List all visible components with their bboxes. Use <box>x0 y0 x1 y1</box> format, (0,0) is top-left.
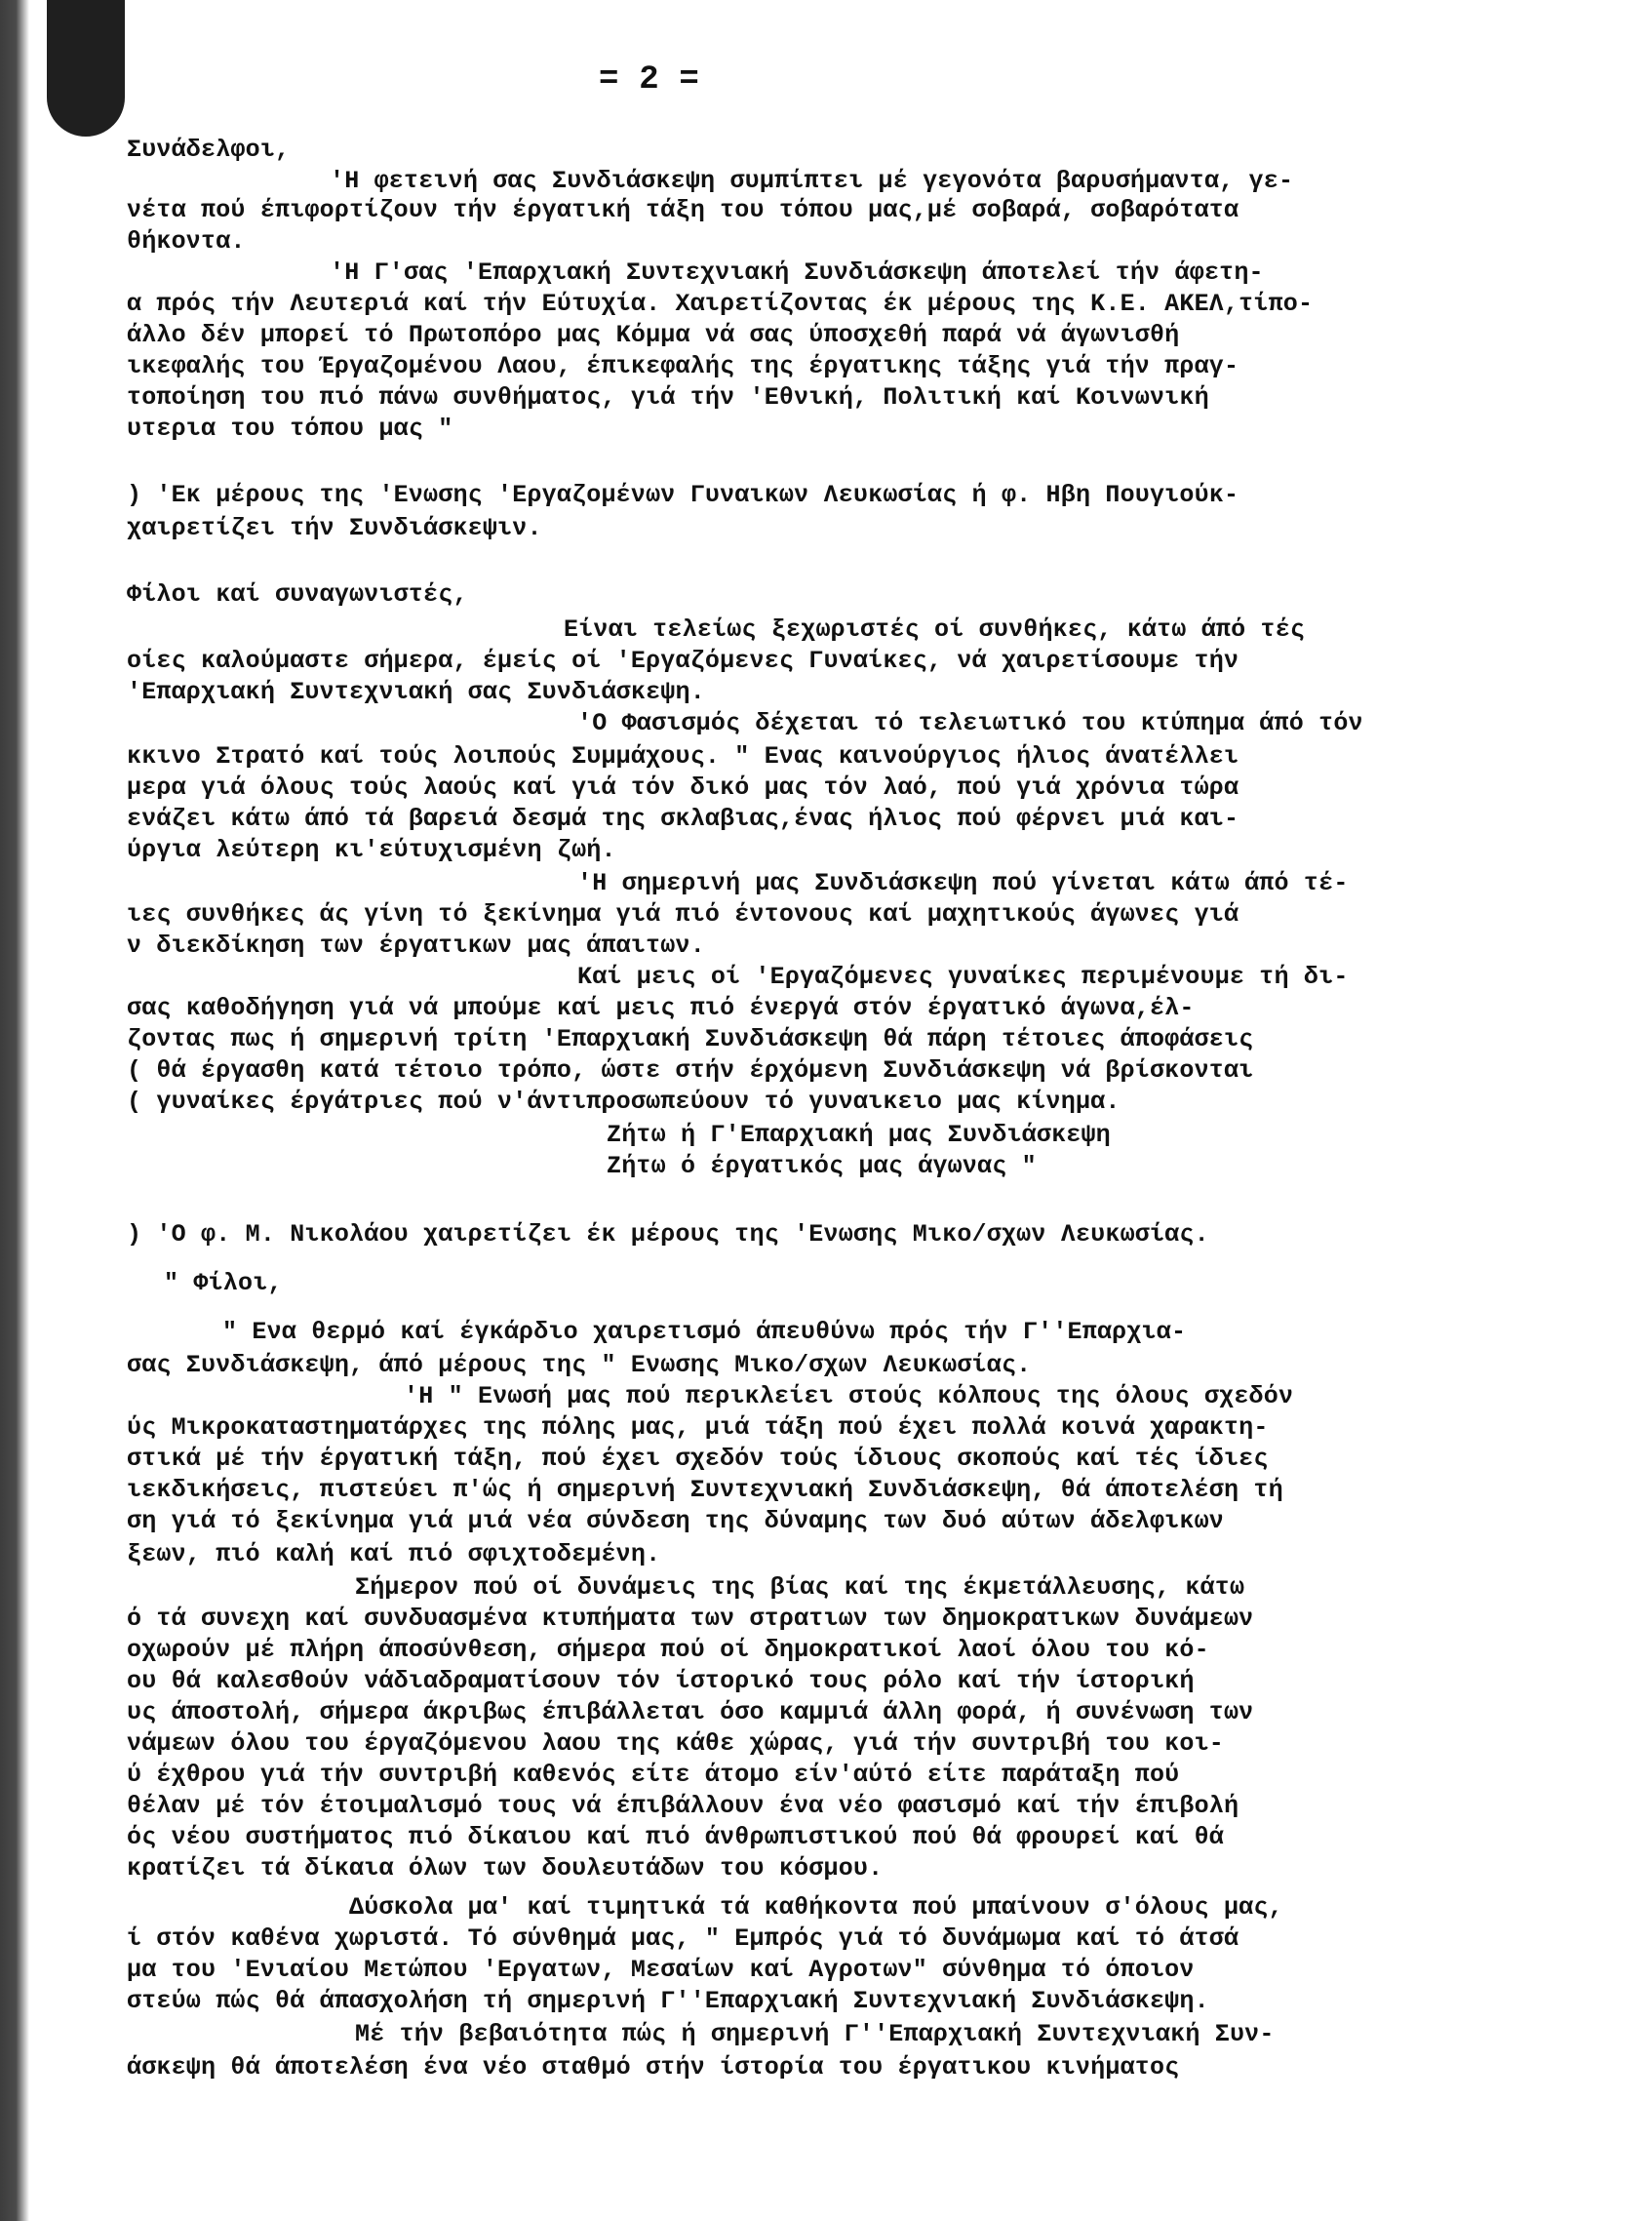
text-line: ιες συνθήκες άς γίνη τό ξεκίνημα γιά πιό έντονους καί μαχητικούς άγωνες γιά <box>127 900 1239 929</box>
text-line: α πρός τήν Λευτεριά καί τήν Εύτυχία. Χαιρετίζοντας έκ μέρους της Κ.Ε. ΑΚΕΛ,τίπο- <box>127 290 1314 318</box>
text-line: ύργια λεύτερη κι'εύτυχισμένη ζωή. <box>127 836 616 864</box>
text-line: 'Η " Ενωσή μας πού περικλείει στούς κόλπους της όλους σχεδόν <box>404 1382 1294 1410</box>
text-line: Συνάδελφοι, <box>127 136 291 164</box>
text-line: στικά μέ τήν έργατική τάξη, πού έχει σχεδόν τούς ίδιους σκοπούς καί τές ίδιες <box>127 1445 1269 1473</box>
text-line: ενάζει κάτω άπό τά βαρειά δεσμά της σκλαβιας,ένας ήλιος πού φέρνει μιά και- <box>127 805 1239 833</box>
text-line: ( θά έργασθη κατά τέτοιο τρόπο, ώστε στήν έρχόμενη Συνδιάσκεψη νά βρίσκονται <box>127 1056 1254 1085</box>
text-line: " Φίλοι, <box>164 1269 283 1297</box>
text-line: ί στόν καθένα χωριστά. Τό σύνθημά μας, " Εμπρός γιά τό δυνάμωμα καί τό άτσά <box>127 1924 1239 1953</box>
text-line: χαιρετίζει τήν Συνδιάσκεψιν. <box>127 514 542 542</box>
text-line: ός νέου συστήματος πιό δίκαιου καί πιό άνθρωπιστικού πού θά φρουρεί καί θά <box>127 1823 1224 1851</box>
text-line: ό τά συνεχη καί συνδυασμένα κτυπήματα των στρατιων των δημοκρατικων δυνάμεων <box>127 1605 1254 1633</box>
text-line: Ζήτω ό έργατικός μας άγωνας " <box>607 1152 1037 1180</box>
text-line: Φίλοι καί συναγωνιστές, <box>127 580 468 609</box>
binding-hole-blot <box>47 0 125 137</box>
text-line: υτερια του τόπου μας " <box>127 415 453 443</box>
text-line: ιεκδικήσεις, πιστεύει π'ώς ή σημερινή Συντεχνιακή Συνδιάσκεψη, θά άποτελέση τή <box>127 1476 1283 1504</box>
text-line: θέλαν μέ τόν έτοιμαλισμό τους νά έπιβάλλουν ένα νέο φασισμό καί τήν έπιβολή <box>127 1792 1239 1820</box>
text-line: " Ενα θερμό καί έγκάρδιο χαιρετισμό άπευθύνω πρός τήν Γ''Επαρχια- <box>222 1318 1187 1346</box>
left-margin-stain <box>0 0 29 2221</box>
text-line: ) 'Ο φ. Μ. Νικολάου χαιρετίζει έκ μέρους της 'Ενωσης Μικο/σχων Λευκωσίας. <box>127 1220 1209 1249</box>
text-line: Δύσκολα μα' καί τιμητικά τά καθήκοντα πού μπαίνουν σ'όλους μας, <box>349 1893 1283 1922</box>
text-line: οχωρούν μέ πλήρη άποσύνθεση, σήμερα πού οί δημοκρατικοί λαοί όλου του κό- <box>127 1636 1209 1664</box>
text-line: ύς Μικροκαταστηματάρχες της πόλης μας, μιά τάξη πού έχει πολλά κοινά χαρακτη- <box>127 1413 1269 1442</box>
text-line: σας Συνδιάσκεψη, άπό μέρους της " Ενωσης Μικο/σχων Λευκωσίας. <box>127 1351 1032 1379</box>
text-line: μα του 'Ενιαίου Μετώπου 'Εργατων, Μεσαίων καί Αγροτων" σύνθημα τό όποιον <box>127 1956 1195 1984</box>
text-line: νάμεων όλου του έργαζόμενου λαου της κάθε χώρας, γιά τήν συντριβή του κοι- <box>127 1729 1224 1758</box>
text-line: άλλο δέν μπορεί τό Πρωτοπόρο μας Κόμμα νά σας ύποσχεθή παρά νά άγωνισθή <box>127 321 1180 349</box>
text-line: τοποίηση του πιό πάνω συνθήματος, γιά τήν 'Εθνική, Πολιτική καί Κοινωνική <box>127 383 1209 412</box>
text-line: ξεων, πιό καλή καί πιό σφιχτοδεμένη. <box>127 1540 661 1568</box>
text-line: σας καθοδήγηση γιά νά μπούμε καί μεις πιό ένεργά στόν έργατικό άγωνα,έλ- <box>127 994 1195 1022</box>
text-line: ου θά καλεσθούν νάδιαδραματίσουν τόν ίστορικό τους ρόλο καί τήν ίστορική <box>127 1667 1195 1695</box>
text-line: ζοντας πως ή σημερινή τρίτη 'Επαρχιακή Συνδιάσκεψη θά πάρη τέτοιες άποφάσεις <box>127 1025 1254 1053</box>
text-line: Είναι τελείως ξεχωριστές οί συνθήκες, κάτω άπό τές <box>564 615 1306 644</box>
text-line: Μέ τήν βεβαιότητα πώς ή σημερινή Γ''Επαρχιακή Συντεχνιακή Συν- <box>355 2020 1275 2048</box>
text-line: 'Η σημερινή μας Συνδιάσκεψη πού γίνεται κάτω άπό τέ- <box>577 869 1349 897</box>
page-number: = 2 = <box>599 61 700 99</box>
text-line: στεύω πώς θά άπασχολήση τή σημερινή Γ''Επαρχιακή Συντεχνιακή Συνδιάσκεψη. <box>127 1987 1209 2015</box>
text-line: 'Η Γ'σας 'Επαρχιακή Συντεχνιακή Συνδιάσκεψη άποτελεί τήν άφετη- <box>330 258 1264 287</box>
text-line: μερα γιά όλους τούς λαούς καί γιά τόν δικό μας τόν λαό, πού γιά χρόνια τώρα <box>127 773 1239 802</box>
text-line: κκινο Στρατό καί τούς λοιπούς Συμμάχους. " Ενας καινούργιος ήλιος άνατέλλει <box>127 742 1239 771</box>
text-line: ( γυναίκες έργάτριες πού ν'άντιπροσωπεύουν τό γυναικειο μας κίνημα. <box>127 1088 1121 1116</box>
text-line: υς άποστολή, σήμερα άκριβως έπιβάλλεται όσο καμμιά άλλη φορά, ή συνένωση των <box>127 1698 1254 1726</box>
text-line: ύ έχθρου γιά τήν συντριβή καθενός είτε άτομο είν'αύτό είτε παράταξη πού <box>127 1761 1180 1789</box>
text-line: 'Ο Φασισμός δέχεται τό τελειωτικό του κτύπημα άπό τόν <box>577 709 1363 737</box>
text-line: Ζήτω ή Γ'Επαρχιακή μας Συνδιάσκεψη <box>607 1121 1111 1149</box>
text-line: ση γιά τό ξεκίνημα γιά μιά νέα σύνδεση της δύναμης των δυό αύτων άδελφικων <box>127 1507 1224 1535</box>
text-line: ν διεκδίκηση των έργατικων μας άπαιτων. <box>127 932 705 960</box>
text-line: θήκοντα. <box>127 227 246 256</box>
text-line: άσκεψη θά άποτελέση ένα νέο σταθμό στήν ίστορία του έργατικου κινήματος <box>127 2053 1180 2082</box>
text-line: ικεφαλής του Έργαζομένου Λαου, έπικεφαλής της έργατικης τάξης γιά τήν πραγ- <box>127 352 1239 380</box>
text-line: οίες καλούμαστε σήμερα, έμείς οί 'Εργαζόμενες Γυναίκες, νά χαιρετίσουμε τήν <box>127 647 1239 675</box>
text-line: κρατίζει τά δίκαια όλων των δουλευτάδων του κόσμου. <box>127 1854 884 1883</box>
text-line: Καί μεις οί 'Εργαζόμενες γυναίκες περιμένουμε τή δι- <box>577 963 1349 991</box>
text-line: Σήμερον πού οί δυνάμεις της βίας καί της έκμετάλλευσης, κάτω <box>355 1573 1245 1602</box>
text-line: νέτα πού έπιφορτίζουν τήν έργατική τάξη του τόπου μας,μέ σοβαρά, σοβαρότατα <box>127 196 1239 224</box>
text-line: 'Η φετεινή σας Συνδιάσκεψη συμπίπτει μέ γεγονότα βαρυσήμαντα, γε- <box>330 167 1294 195</box>
text-line: 'Επαρχιακή Συντεχνιακή σας Συνδιάσκεψη. <box>127 678 705 706</box>
text-line: ) 'Εκ μέρους της 'Ενωσης 'Εργαζομένων Γυναικων Λευκωσίας ή φ. Ηβη Πουγιούκ- <box>127 481 1239 509</box>
